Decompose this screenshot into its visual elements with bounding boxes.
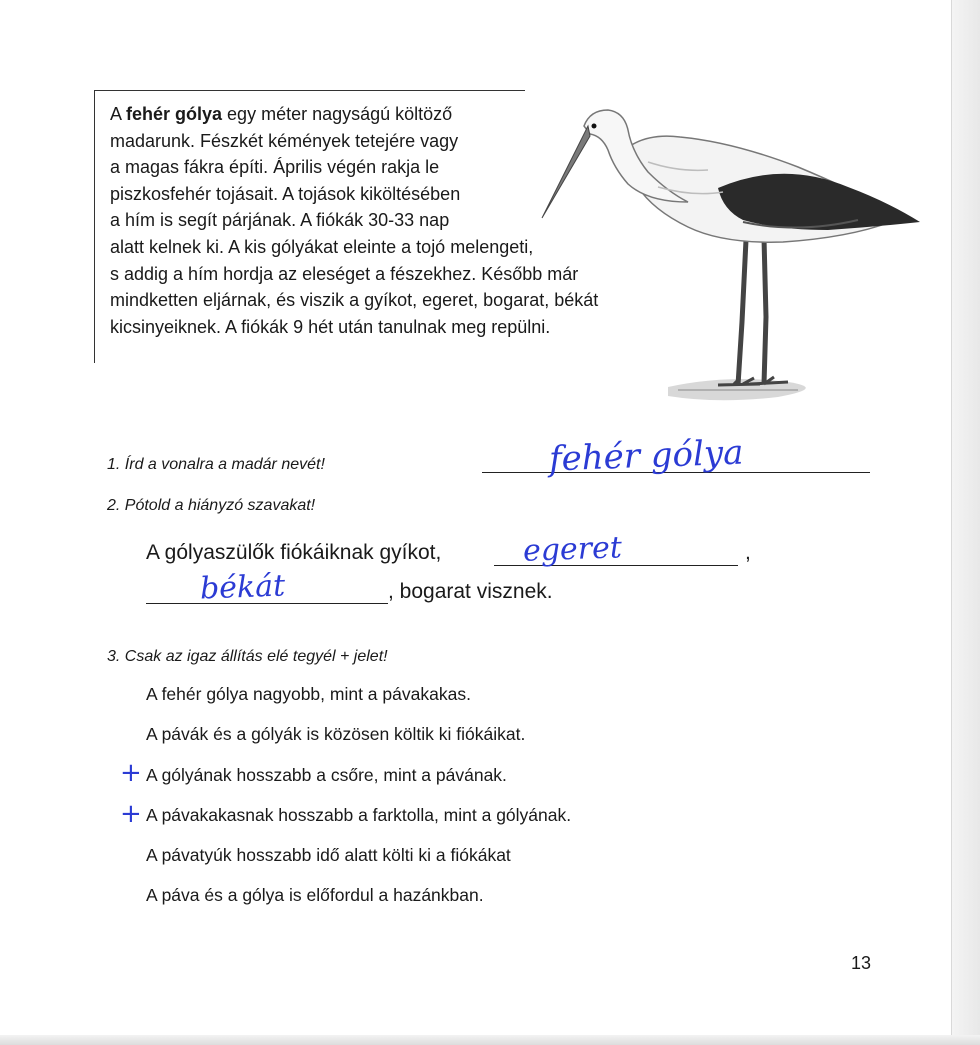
handwritten-answer-egeret: egeret — [522, 530, 623, 569]
page-edge-right — [951, 0, 980, 1045]
statement: A pávakakasnak hosszabb a farktolla, mint a gólyának. — [146, 805, 572, 825]
intro-line: a magas fákra építi. Április végén rakja le — [110, 157, 440, 178]
intro-line: alatt kelnek ki. A kis gólyákat eleinte a tojó melengeti, — [110, 236, 534, 257]
fill-sentence-comma: , — [745, 541, 751, 564]
fill-sentence-part-1: A gólyaszülők fiókáiknak gyíkot, — [146, 541, 442, 564]
intro-text: A — [110, 104, 127, 124]
stork-illustration — [528, 92, 928, 407]
task3-instruction: 3. Csak az igaz állítás elé tegyél + jelet! — [107, 648, 388, 665]
page-number: 13 — [851, 953, 872, 973]
intro-line: piszkosfehér tojásait. A tojások kiköltésében — [110, 183, 461, 204]
intro-line: mindketten eljárnak, és viszik a gyíkot, egeret, bogarat, békát — [110, 290, 599, 311]
statement: A fehér gólya nagyobb, mint a pávakakas. — [146, 684, 471, 704]
statement: A pávatyúk hosszabb idő alatt költi ki a fiókákat — [146, 845, 511, 865]
plus-mark: + — [120, 799, 142, 829]
intro-line: kicsinyeiknek. A fiókák 9 hét után tanulnak meg repülni. — [110, 316, 551, 337]
intro-line: s addig a hím hordja az eleséget a fészekhez. Később már — [110, 263, 579, 284]
fill-sentence-part-2: , bogarat visznek. — [388, 580, 553, 603]
page-edge-bottom — [0, 1035, 980, 1045]
task1-instruction: 1. Írd a vonalra a madár nevét! — [107, 456, 325, 473]
intro-line: a hím is segít párjának. A fiókák 30-33 nap — [110, 210, 450, 231]
statement: A gólyának hosszabb a csőre, mint a pávának. — [146, 765, 507, 785]
intro-bold-term: fehér gólya — [126, 104, 223, 124]
task2-instruction: 2. Pótold a hiányzó szavakat! — [107, 497, 316, 514]
statement: A pávák és a gólyák is közösen költik ki fiókáikat. — [146, 724, 526, 744]
plus-mark: + — [120, 758, 142, 788]
handwritten-answer-bird-name: fehér gólya — [548, 432, 745, 480]
intro-line: madarunk. Fészkét kémények tetejére vagy — [110, 130, 459, 151]
statement: A páva és a gólya is előfordul a hazánkban. — [146, 885, 484, 905]
intro-text: egy méter nagyságú költöző — [222, 104, 453, 124]
handwritten-answer-bekat: békát — [199, 568, 286, 607]
